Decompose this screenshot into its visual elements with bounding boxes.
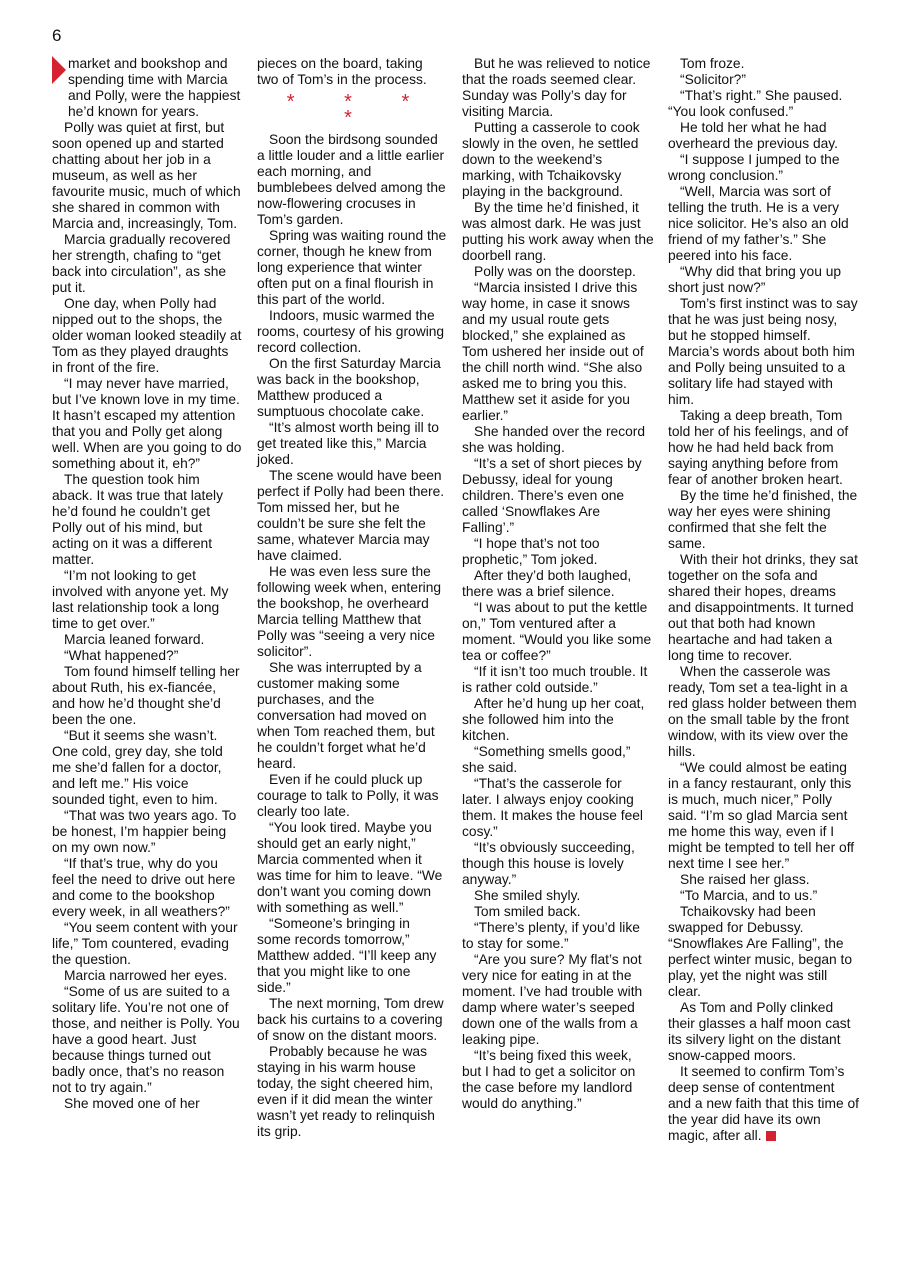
article-paragraph: Spring was waiting round the corner, though he knew from long experience that winter often put on a final flourish in this part of the world. [257,228,447,307]
article-paragraph: Polly was quiet at first, but soon opened up and started chatting about her job in a museum, as well as her favourite music, much of which she shared in common with Marcia and, increasingly, Tom. [52,120,241,231]
article-paragraph: “You look tired. Maybe you should get an early night,” Marcia commented when it was time for him to leave. “We don’t want you coming down with something as well.” [257,820,443,915]
article-paragraph: The scene would have been perfect if Polly had been there. Tom missed her, but he couldn’t be sure she felt the same, whatever Marcia may have claimed. [257,468,445,563]
article-paragraph: Tom froze. [680,56,745,71]
article-paragraph: “That was two years ago. To be honest, I’m happier being on my own now.” [52,808,237,855]
article-paragraph: “That’s the casserole for later. I always enjoy cooking them. It makes the house feel cosy.” [462,776,643,839]
article-paragraph: Marcia gradually recovered her strength, chafing to “get back into circulation”, as she put it. [52,232,231,295]
article-paragraph: “It’s obviously succeeding, though this house is lovely anyway.” [462,840,635,887]
article-paragraph: Tom smiled back. [474,904,581,919]
article-paragraph: “It’s almost worth being ill to get treated like this,” Marcia joked. [257,420,439,467]
article-paragraph: “To Marcia, and to us.” [680,888,818,903]
article-paragraph: She moved one of her [64,1096,200,1111]
article-paragraph: The next morning, Tom drew back his curtains to a covering of snow on the distant moors. [257,996,444,1043]
article-paragraph: One day, when Polly had nipped out to the shops, the older woman looked steadily at Tom as they played draughts in front of the fire. [52,296,242,375]
article-column-2 [257,56,447,1140]
article-paragraph: Tom’s first instinct was to say that he was just being nosy, but he stopped himself. Marcia’s words about both him and Polly being unsuited to a solitary life had stayed with him. [668,296,858,407]
page-number: 6 [52,26,62,45]
article-paragraph: The question took him aback. It was true that lately he’d found he couldn’t get Polly out of his mind, but acting on it was a different matter. [52,472,224,567]
article-paragraph: Tchaikovsky had been swapped for Debussy. “Snowflakes Are Falling”, the perfect winter music, began to play, yet the night was still clear. [668,904,853,999]
article-paragraph: Putting a casserole to cook slowly in the oven, he settled down to the weekend’s marking, with Tchaikovsky playing in the background. [462,120,640,199]
article-paragraph: By the time he’d finished, the way her eyes were shining confirmed that she felt the same. [668,488,858,551]
article-paragraph: “There’s plenty, if you’d like to stay for some.” [462,920,640,951]
article-paragraph: She smiled shyly. [474,888,581,903]
article-paragraph: “It’s a set of short pieces by Debussy, ideal for young children. There’s even one called ‘Snowflakes Are Falling’.” [462,456,642,535]
article-paragraph: “I may never have married, but I’ve known love in my time. It hasn’t escaped my attention that you and Polly get along well. When are you going to do something about it, eh?” [52,376,242,471]
article-paragraph: He was even less sure the following week when, entering the bookshop, he overheard Marcia telling Matthew that Polly was “seeing a very nice solicitor”. [257,564,442,659]
article-paragraph: When the casserole was ready, Tom set a tea-light in a red glass holder between them on the small table by the front window, with its view over the hills. [668,664,857,759]
article-paragraph: “If that’s true, why do you feel the need to drive out here and come to the bookshop every week, in all weathers?” [52,856,236,919]
article-paragraph: Indoors, music warmed the rooms, courtesy of his growing record collection. [257,308,445,355]
article-paragraph: “I’m not looking to get involved with anyone yet. My last relationship took a long time to get over.” [52,568,229,631]
article-paragraph: “Are you sure? My flat’s not very nice for eating in at the moment. I’ve had trouble with damp where water’s seeped down one of the walls from a leaking pipe. [462,952,643,1047]
article-paragraph: By the time he’d finished, it was almost dark. He was just putting his work away when the doorbell rang. [462,200,654,263]
article-paragraph: Marcia leaned forward. [64,632,205,647]
article-paragraph: “Marcia insisted I drive this way home, in case it snows and my usual route gets blocked,” she explained as Tom ushered her inside out of the chill north wind. “She also asked me to bring you this. Matthew set it aside for you earlier.” [462,280,644,423]
article-paragraph: “But it seems she wasn’t. One cold, grey day, she told me she’d fallen for a doctor, and left me.” His voice sounded tight, even to him. [52,728,223,807]
article-paragraph: “I was about to put the kettle on,” Tom ventured after a moment. “Would you like some tea or coffee?” [462,600,652,663]
article-paragraph: “We could almost be eating in a fancy restaurant, only this is much, much nicer,” Polly said. “I’m so glad Marcia sent me home this way, even if I might be tempted to tell her off next time I see her.” [668,760,855,871]
article-column-3 [462,56,654,1112]
article-paragraph: But he was relieved to notice that the roads seemed clear. Sunday was Polly’s day for visiting Marcia. [462,56,651,119]
section-break-stars: * * * * [286,91,432,129]
article-paragraph: “Well, Marcia was sort of telling the truth. He is a very nice solicitor. He’s also an old friend of my father’s.” She peered into his face. [668,184,849,263]
article-paragraph: She raised her glass. [680,872,810,887]
article-paragraph: “What happened?” [64,648,179,663]
article-paragraph: Even if he could pluck up courage to talk to Polly, it was clearly too late. [257,772,439,819]
article-paragraph: “Solicitor?” [680,72,746,87]
article-column-1 [52,56,242,1112]
article-paragraph: “You seem content with your life,” Tom countered, evading the question. [52,920,238,967]
article-paragraph: “It’s being fixed this week, but I had to get a solicitor on the case before my landlord would do anything.” [462,1048,636,1111]
article-paragraph: With their hot drinks, they sat together on the sofa and shared their hopes, dreams and disappointments. It turned out that both had known heartache and had taken a long time to recover. [668,552,858,663]
article-paragraph: “Something smells good,” she said. [462,744,631,775]
end-of-story-square-icon [766,1131,776,1141]
article-paragraph: “Why did that bring you up short just now?” [668,264,842,295]
article-paragraph: She was interrupted by a customer making some purchases, and the conversation had moved on when Tom reached them, but he couldn’t forget what he’d heard. [257,660,435,771]
article-final-paragraph [668,1064,860,1144]
article-paragraph: It seemed to confirm Tom’s deep sense of contentment and a new faith that this time of the year did have its own magic, after all. [668,1064,859,1143]
article-paragraph: Marcia narrowed her eyes. [64,968,228,983]
article-paragraph: As Tom and Polly clinked their glasses a half moon cast its silvery light on the distant snow-capped moors. [668,1000,851,1063]
article-paragraph: On the first Saturday Marcia was back in the bookshop, Matthew produced a sumptuous chocolate cake. [257,356,441,419]
article-paragraph: Soon the birdsong sounded a little louder and a little earlier each morning, and bumblebees delved among the now-flowering crocuses in Tom’s garden. [257,132,446,227]
article-paragraph: Tom found himself telling her about Ruth, his ex-fiancée, and how he’d thought she’d been the one. [52,664,240,727]
article-paragraph: He told her what he had overheard the previous day. [668,120,839,151]
article-paragraph: “That’s right.” She paused. “You look confused.” [668,88,843,119]
article-paragraph: Taking a deep breath, Tom told her of his feelings, and of how he had held back from saying anything before from fear of another broken heart. [668,408,849,487]
article-paragraph: “Someone’s bringing in some records tomorrow,” Matthew added. “I’ll keep any that you might like to one side.” [257,916,437,995]
article-paragraph: “Some of us are suited to a solitary life. You’re not one of those, and neither is Polly. You have a good heart. Just because things turned out badly once, that’s no reason not to try again.” [52,984,240,1095]
article-paragraph: pieces on the board, taking two of Tom’s in the process. [257,56,427,87]
article-paragraph: “I suppose I jumped to the wrong conclusion.” [668,152,840,183]
article-paragraph: After they’d both laughed, there was a brief silence. [462,568,632,599]
article-paragraph: After he’d hung up her coat, she followed him into the kitchen. [462,696,645,743]
article-paragraph: Probably because he was staying in his warm house today, the sight cheered him, even if it did mean the winter wasn’t yet ready to relinquish its grip. [257,1044,435,1139]
article-paragraph: “I hope that’s not too prophetic,” Tom joked. [462,536,600,567]
article-column-4 [668,56,860,1144]
article-paragraph: She handed over the record she was holding. [462,424,646,455]
article-paragraph: “If it isn’t too much trouble. It is rather cold outside.” [462,664,648,695]
article-paragraph: Polly was on the doorstep. [474,264,636,279]
article-paragraph: market and bookshop and spending time with Marcia and Polly, were the happiest he’d known for years. [68,56,241,119]
